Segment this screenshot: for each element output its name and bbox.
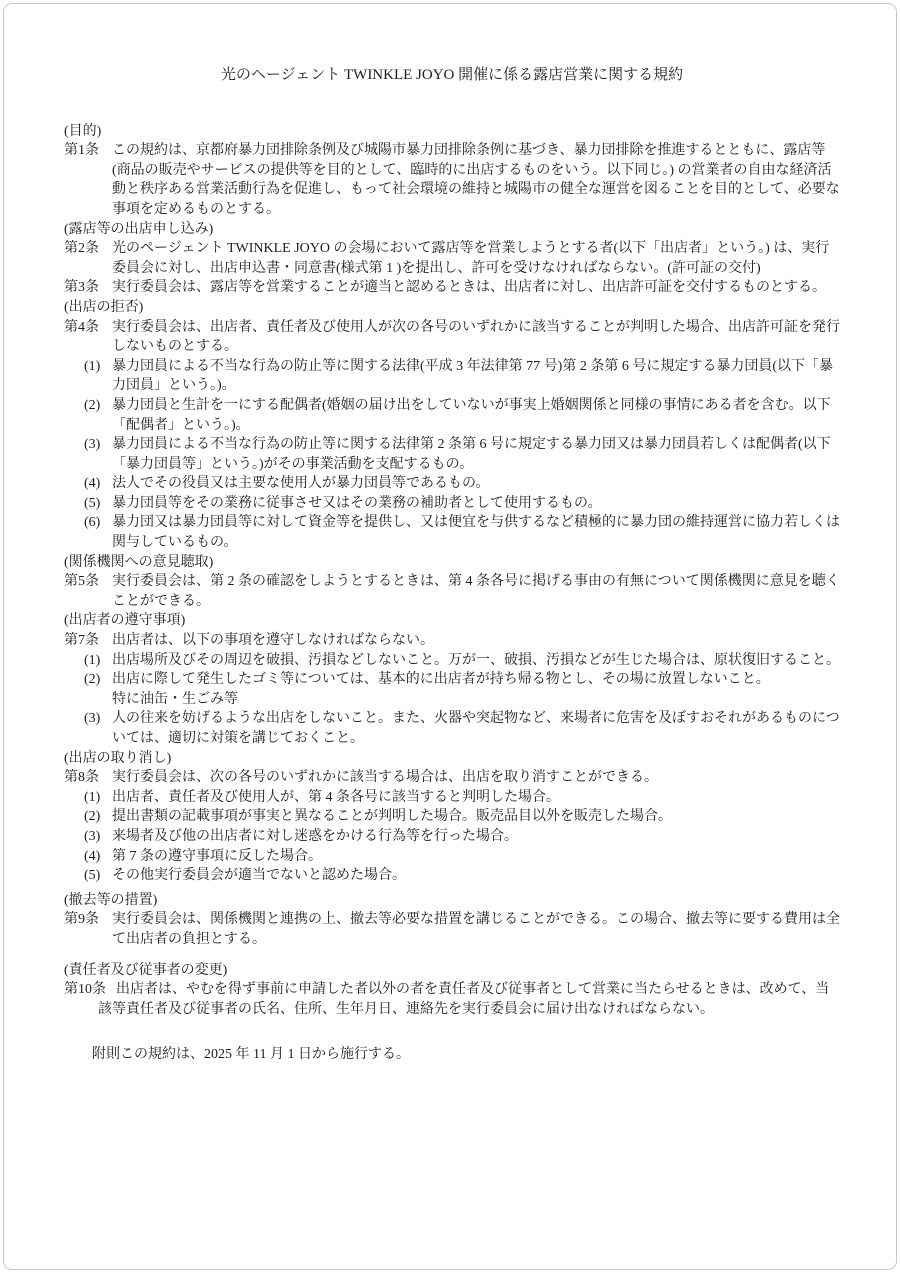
document-title: 光のヘージェント TWINKLE JOYO 開催に係る露店営業に関する規約 bbox=[220, 67, 684, 83]
heading-removal: (撤去等の措置) bbox=[64, 892, 158, 908]
article-10 bbox=[64, 980, 840, 1019]
article-8-item-1 bbox=[84, 788, 840, 808]
article-7-note: 特に油缶・生ごみ等 bbox=[112, 691, 238, 707]
item-text: 暴力団員による不当な行為の防止等に関する法律(平成 3 年法律第 77 号)第 2 条第 6 号に規定する暴力団員(以下「暴力団員」という。)。 bbox=[112, 358, 833, 394]
item-text: 第 7 条の遵守事項に反した場合。 bbox=[112, 848, 322, 864]
article-3 bbox=[64, 278, 840, 298]
article-10-text: 出店者は、やむを得ず事前に申請した者以外の者を責任者及び従事者として営業に当たらせるときは、改めて、当該等責任者及び従事者の氏名、住所、生年月日、連絡先を実行委員会に届け出なければならない。 bbox=[98, 982, 830, 1017]
heading-compliance: (出店者の遵守事項) bbox=[64, 613, 186, 629]
article-2-text: 光のページェント TWINKLE JOYO の会場において露店等を営業しようとする者(以下「出店者」という。) は、実行委員会に対し、出店申込書・同意書(様式第 1 )を提出し、許可を受けなければならない。(許可証の交付) bbox=[112, 241, 830, 276]
item-number: (2) bbox=[84, 397, 101, 413]
item-text: 法人でその役員又は主要な使用人が暴力団員等であるもの。 bbox=[112, 476, 490, 492]
item-text: 暴力団員等をその業務に従事させ又はその業務の補助者として使用するもの。 bbox=[112, 495, 602, 511]
item-number: (5) bbox=[84, 495, 101, 511]
item-number: (2) bbox=[84, 672, 101, 688]
article-8-number: 第8条 bbox=[64, 770, 99, 786]
article-8 bbox=[64, 768, 840, 788]
article-4-item-6 bbox=[84, 513, 840, 552]
item-number: (6) bbox=[84, 515, 101, 531]
article-5-text: 実行委員会は、第 2 条の確認をしようとするときは、第 4 条各号に掲げる事由の有無について関係機関に意見を聴くことができる。 bbox=[112, 574, 840, 609]
item-number: (1) bbox=[84, 358, 101, 374]
article-2 bbox=[64, 239, 840, 278]
article-4-text: 実行委員会は、出店者、責任者及び使用人が次の各号のいずれかに該当することが判明した場合、出店許可証を発行しないものとする。 bbox=[112, 319, 840, 355]
item-number: (3) bbox=[84, 711, 101, 727]
article-1 bbox=[64, 141, 840, 219]
item-text: 暴力団員と生計を一にする配偶者(婚姻の届け出をしていないが事実上婚姻関係と同様の事情にある者を含む。以下「配偶者」という。)。 bbox=[112, 397, 831, 433]
article-2-number: 第2条 bbox=[64, 241, 99, 257]
article-8-item-3 bbox=[84, 827, 840, 847]
article-9-text: 実行委員会は、関係機関と連携の上、撤去等必要な措置を講じることができる。この場合、撤去等に要する費用は全て出店者の負担とする。 bbox=[112, 912, 840, 947]
heading-cancellation: (出店の取り消し) bbox=[64, 750, 172, 766]
article-8-text: 実行委員会は、次の各号のいずれかに該当する場合は、出店を取り消すことができる。 bbox=[112, 770, 658, 786]
item-number: (4) bbox=[84, 476, 101, 492]
article-8-item-2 bbox=[84, 807, 840, 827]
article-7-item-1 bbox=[84, 651, 840, 671]
item-number: (2) bbox=[84, 809, 101, 825]
item-text: その他実行委員会が適当でないと認めた場合。 bbox=[112, 868, 406, 884]
item-text: 人の往来を妨げるような出店をしないこと。また、火器や突起物など、来場者に危害を及ぼすおそれがあるものについては、適切に対策を講じておくこと。 bbox=[112, 711, 840, 746]
article-7 bbox=[64, 631, 840, 651]
article-9 bbox=[64, 910, 840, 949]
article-7-item-2 bbox=[84, 670, 840, 690]
article-4 bbox=[64, 318, 840, 357]
heading-refusal: (出店の拒否) bbox=[64, 299, 144, 315]
article-3-number: 第3条 bbox=[64, 280, 99, 296]
item-text: 来場者及び他の出店者に対し迷惑をかける行為等を行った場合。 bbox=[112, 828, 518, 844]
item-text: 出店場所及びその周辺を破損、汚損などしないこと。万が一、破損、汚損などが生じた場合は、原状復旧すること。 bbox=[112, 652, 840, 668]
heading-hearing: (関係機関への意見聴取) bbox=[64, 554, 214, 570]
article-7-text: 出店者は、以下の事項を遵守しなければならない。 bbox=[112, 633, 434, 649]
article-4-item-2 bbox=[84, 396, 840, 435]
item-number: (3) bbox=[84, 828, 101, 844]
item-number: (5) bbox=[84, 868, 101, 884]
article-1-number: 第1条 bbox=[64, 143, 99, 159]
heading-personnel-change: (責任者及び従事者の変更) bbox=[64, 962, 228, 978]
article-1-text: この規約は、京都府暴力団排除条例及び城陽市暴力団排除条例に基づき、暴力団排除を推進するとともに、露店等(商品の販売やサービスの提供等を目的として、臨時的に出店するものをいう。以下同じ。) の営業者の自由な経済活動と秩序ある営業活動行為を促進し、もって社会環境の維持と城陽市の健全な運営を図ることを目的として、必要な事項を定めるものとする。 bbox=[112, 143, 840, 217]
article-4-number: 第4条 bbox=[64, 319, 99, 335]
item-text: 暴力団又は暴力団員等に対して資金等を提供し、又は便宜を与供するなど積極的に暴力団の維持運営に協力若しくは関与しているもの。 bbox=[112, 515, 840, 551]
article-9-number: 第9条 bbox=[64, 912, 99, 928]
article-10-number: 第10条 bbox=[64, 982, 106, 998]
article-8-item-5 bbox=[84, 866, 840, 886]
item-text: 暴力団員による不当な行為の防止等に関する法律第 2 条第 6 号に規定する暴力団又は暴力団員若しくは配偶者(以下「暴力団員等」という。)がその事業活動を支配するもの。 bbox=[112, 437, 831, 472]
supplementary-provision: 附則この規約は、2025 年 11 月 1 日から施行する。 bbox=[92, 1047, 410, 1063]
article-4-item-1 bbox=[84, 357, 840, 396]
heading-purpose: (目的) bbox=[64, 123, 102, 139]
article-8-item-4 bbox=[84, 847, 840, 867]
article-5-number: 第5条 bbox=[64, 574, 99, 590]
article-4-item-3 bbox=[84, 435, 840, 474]
item-text: 出店に際して発生したゴミ等については、基本的に出店者が持ち帰る物とし、その場に放置しないこと。 bbox=[112, 672, 770, 688]
item-number: (1) bbox=[84, 789, 101, 805]
item-number: (3) bbox=[84, 437, 101, 453]
article-7-item-3 bbox=[84, 709, 840, 748]
item-text: 出店者、責任者及び使用人が、第 4 条各号に該当すると判明した場合。 bbox=[112, 789, 560, 805]
item-number: (1) bbox=[84, 652, 101, 668]
item-number: (4) bbox=[84, 848, 101, 864]
article-7-number: 第7条 bbox=[64, 633, 99, 649]
article-3-text: 実行委員会は、露店等を営業することが適当と認めるときは、出店者に対し、出店許可証を交付するものとする。 bbox=[112, 280, 826, 296]
item-text: 提出書類の記載事項が事実と異なることが判明した場合。販売品目以外を販売した場合。 bbox=[112, 809, 672, 825]
article-4-item-4 bbox=[84, 474, 840, 494]
article-4-item-5 bbox=[84, 494, 840, 514]
article-5 bbox=[64, 572, 840, 611]
heading-application: (露店等の出店申し込み) bbox=[64, 221, 214, 237]
